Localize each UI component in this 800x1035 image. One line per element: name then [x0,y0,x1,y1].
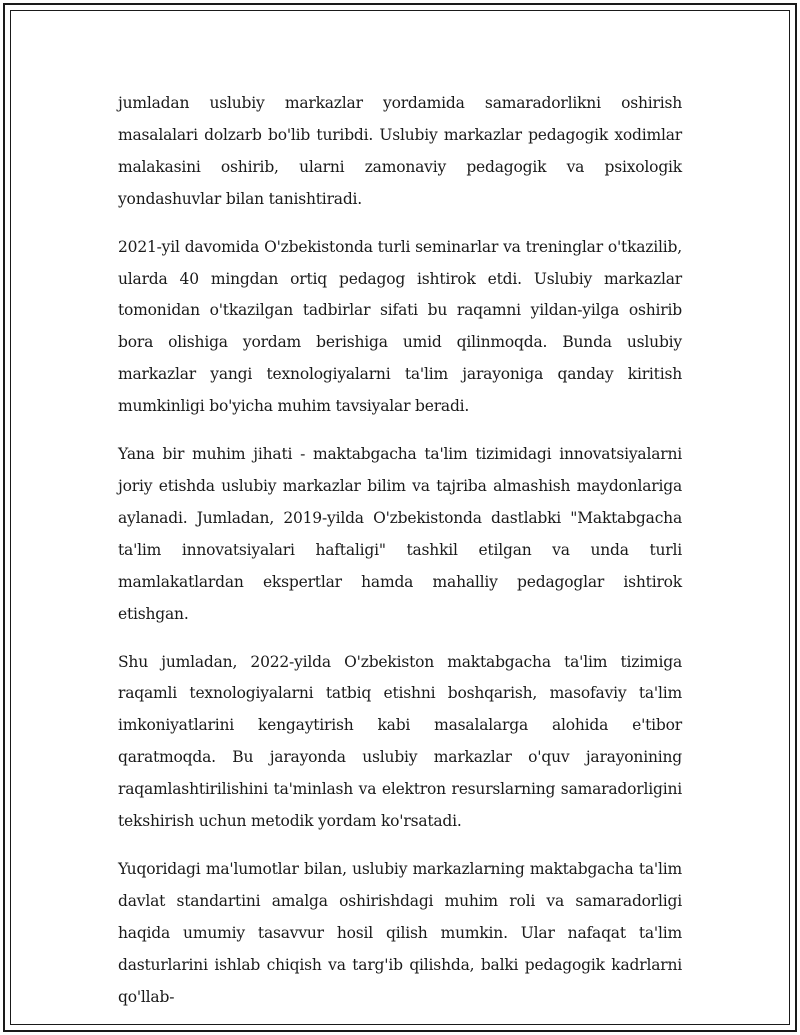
document-body [118,88,682,1013]
paragraph-5: Yuqoridagi ma'lumotlar bilan, uslubiy markazlarning maktabgacha ta'lim davlat standartini amalga oshirishdagi muhim roli va samaradorligi haqida umumiy tasavvur hosil qilish mumkin. Ular nafaqat ta'lim dasturlarini ishlab chiqish va targ'ib qilishda, balki pedagogik kadrlarni qo'llab- [118,859,682,1006]
paragraph-2: 2021-yil davomida O'zbekistonda turli seminarlar va treninglar o'tkazilib, ularda 40 mingdan ortiq pedagog ishtirok etdi. Uslubiy markazlar tomonidan o'tkazilgan tadbirlar sifati bu raqamni yildan-yilga oshirib bora olishiga yordam berishiga umid qilinmoqda. Bunda uslubiy markazlar yangi texnologiyalarni ta'lim jarayoniga qanday kiritish mumkinligi bo'yicha muhim tavsiyalar beradi. [118,237,682,416]
paragraph-1: jumladan uslubiy markazlar yordamida samaradorlikni oshirish masalalari dolzarb bo'lib turibdi. Uslubiy markazlar pedagogik xodimlar malakasini oshirib, ularni zamonaviy pedagogik va psixologik yondashuvlar bilan tanishtiradi. [118,94,682,208]
paragraph-3: Yana bir muhim jihati - maktabgacha ta'lim tizimidagi innovatsiyalarni joriy etishda uslubiy markazlar bilim va tajriba almashish maydonlariga aylanadi. Jumladan, 2019-yilda O'zbekistonda dastlabki "Maktabgacha ta'lim innovatsiyalari haftaligi" tashkil etilgan va unda turli mamlakatlardan ekspertlar hamda mahalliy pedagoglar ishtirok etishgan. [118,445,682,623]
paragraph-4: Shu jumladan, 2022-yilda O'zbekiston maktabgacha ta'lim tizimiga raqamli texnologiyalarni tatbiq etishni boshqarish, masofaviy ta'lim imkoniyatlarini kengaytirish kabi masalalarga alohida e'tibor qaratmoqda. Bu jarayonda uslubiy markazlar o'quv jarayonining raqamlashtirilishini ta'minlash va elektron resurslarning samaradorligini tekshirish uchun metodik yordam ko'rsatadi. [118,652,682,831]
